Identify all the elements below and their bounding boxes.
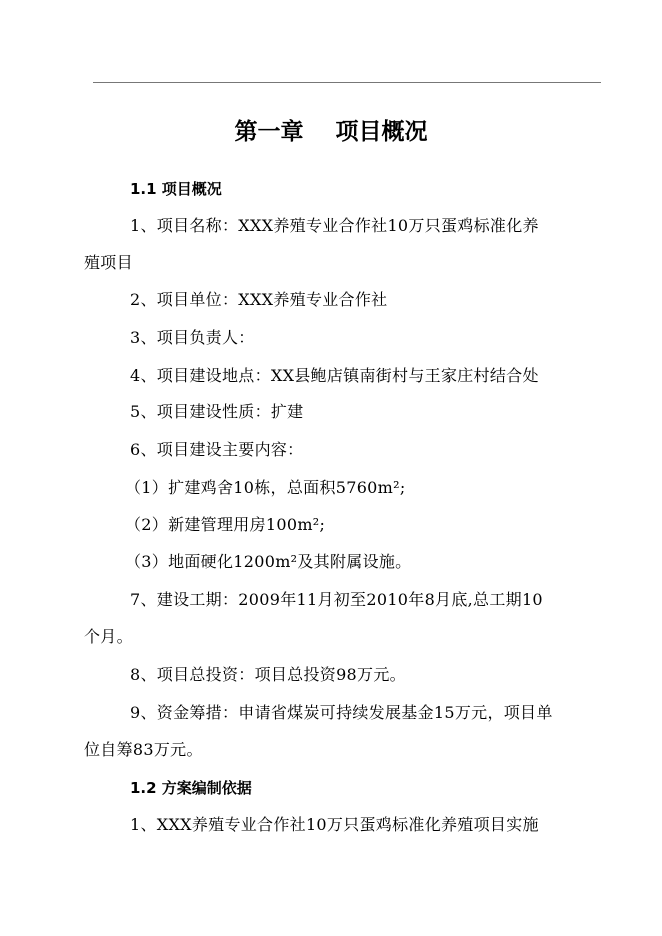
item-funding-continued: 位自筹83万元。 (84, 740, 203, 759)
item-project-name: 1、项目名称：XXX养殖专业合作社10万只蛋鸡标准化养 (130, 216, 539, 235)
basis-item-1: 1、XXX养殖专业合作社10万只蛋鸡标准化养殖项目实施 (130, 815, 539, 834)
item-project-lead: 3、项目负责人： (130, 328, 255, 347)
item-funding: 9、资金筹措：申请省煤炭可持续发展基金15万元，项目单 (130, 703, 553, 722)
chapter-title: 第一章 项目概况 (234, 119, 428, 145)
item-project-unit: 2、项目单位：XXX养殖专业合作社 (130, 290, 388, 309)
section-heading-1-2: 1.2 方案编制依据 (130, 779, 252, 797)
item-project-name-continued: 殖项目 (84, 253, 133, 272)
item-total-investment: 8、项目总投资：项目总投资98万元。 (130, 665, 406, 684)
item-project-nature: 5、项目建设性质：扩建 (130, 402, 304, 421)
item-project-content: 6、项目建设主要内容： (130, 440, 304, 459)
item-project-location: 4、项目建设地点：XX县鲍店镇南街村与王家庄村结合处 (130, 366, 539, 385)
item-construction-period: 7、建设工期：2009年11月初至2010年8月底,总工期10 (130, 590, 543, 609)
section-heading-1-1: 1.1 项目概况 (130, 180, 222, 198)
header-rule (93, 82, 601, 83)
item-construction-period-continued: 个月。 (84, 627, 133, 646)
subitem-management-room: （2）新建管理用房100m²; (125, 515, 326, 534)
subitem-ground-hardening: （3）地面硬化1200m²及其附属设施。 (125, 552, 412, 571)
subitem-chicken-house: （1）扩建鸡舍10栋，总面积5760m²; (125, 478, 406, 497)
